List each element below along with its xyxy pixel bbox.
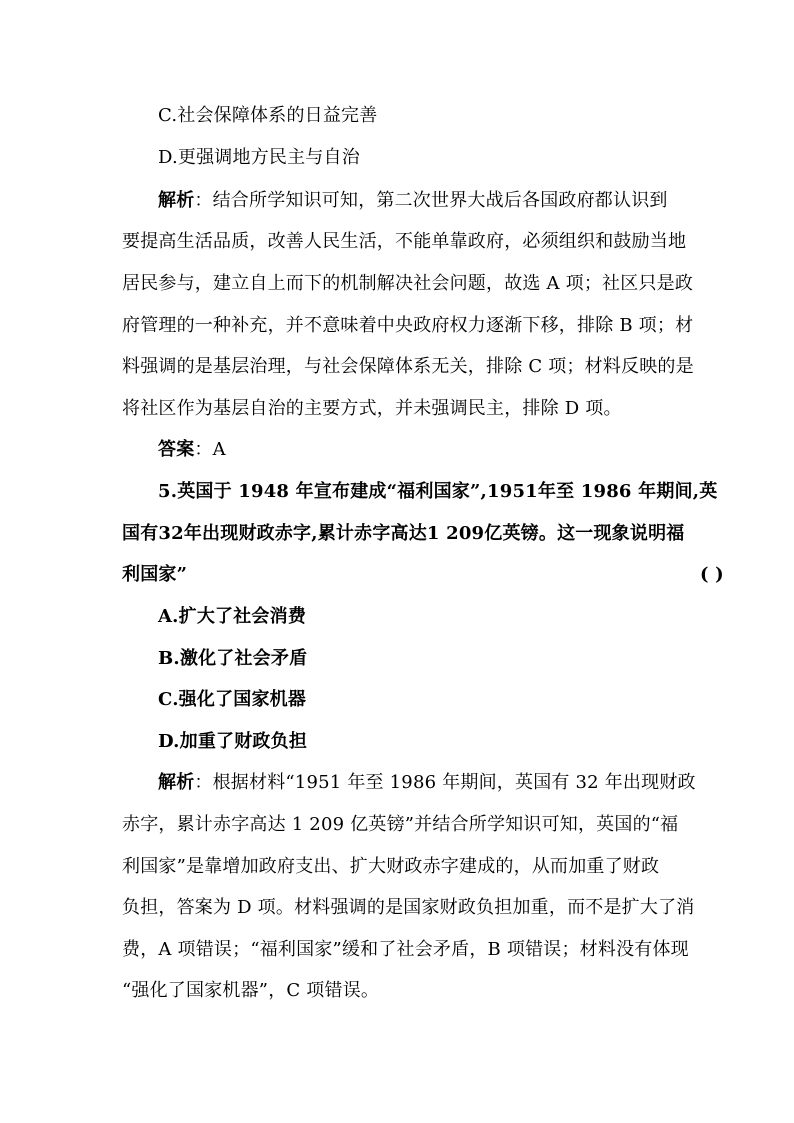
analysis-line: 负担，答案为 D 项。材料强调的是国家财政负担加重，而不是扩大了消 [122, 897, 695, 918]
answer-line [158, 438, 682, 462]
question-stem [122, 563, 724, 587]
option-b: B.激化了社会矛盾 [158, 648, 308, 669]
analysis-line: 居民参与，建立自上而下的机制解决社会问题，故选 A 项；社区只是政 [122, 273, 694, 294]
analysis-line: 府管理的一种补充，并不意味着中央政府权力逐渐下移，排除 B 项；材 [122, 315, 694, 336]
option-a: A.扩大了社会消费 [158, 606, 307, 627]
question-stem-text: 利国家” [122, 564, 188, 585]
analysis-text: ：根据材料“1951 年至 1986 年期间，英国有 32 年出现财政 [194, 772, 696, 793]
analysis-line: 要提高生活品质，改善人民生活，不能单靠政府，必须组织和鼓励当地 [122, 231, 687, 252]
analysis-line: 将社区作为基层自治的主要方式，并未强调民主，排除 D 项。 [122, 398, 622, 419]
analysis-line: 料强调的是基层治理，与社会保障体系无关，排除 C 项；材料反映的是 [122, 356, 694, 377]
answer-label: 答案 [158, 439, 195, 460]
analysis-text: ：结合所学知识可知，第二次世界大战后各国政府都认识到 [194, 190, 668, 211]
option-c: C.社会保障体系的日益完善 [158, 105, 378, 126]
analysis-line: 赤字，累计赤字高达 1 209 亿英镑”并结合所学知识可知，英国的“福 [122, 814, 679, 835]
question-stem: 5.英国于 1948 年宣布建成“福利国家”,1951年至 1986 年期间,英 [158, 481, 718, 502]
option-c: C.强化了国家机器 [158, 689, 307, 710]
analysis-line: “强化了国家机器”，C 项错误。 [122, 980, 380, 1001]
question-stem: 国有32年出现财政赤字,累计赤字高达1 209亿英镑。这一现象说明福 [122, 523, 685, 544]
option-d: D.加重了财政负担 [158, 731, 308, 752]
analysis-label: 解析 [158, 190, 195, 211]
analysis-line [158, 771, 696, 795]
analysis-label: 解析 [158, 772, 195, 793]
answer-value: ：A [194, 439, 226, 460]
option-d: D.更强调地方民主与自治 [158, 147, 360, 168]
answer-blank: ( ) [700, 564, 724, 585]
analysis-line: 利国家”是靠增加政府支出、扩大财政赤字建成的，从而加重了财政 [122, 856, 660, 877]
analysis-line [158, 189, 682, 213]
analysis-line: 费，A 项错误；“福利国家”缓和了社会矛盾，B 项错误；材料没有体现 [122, 939, 689, 960]
